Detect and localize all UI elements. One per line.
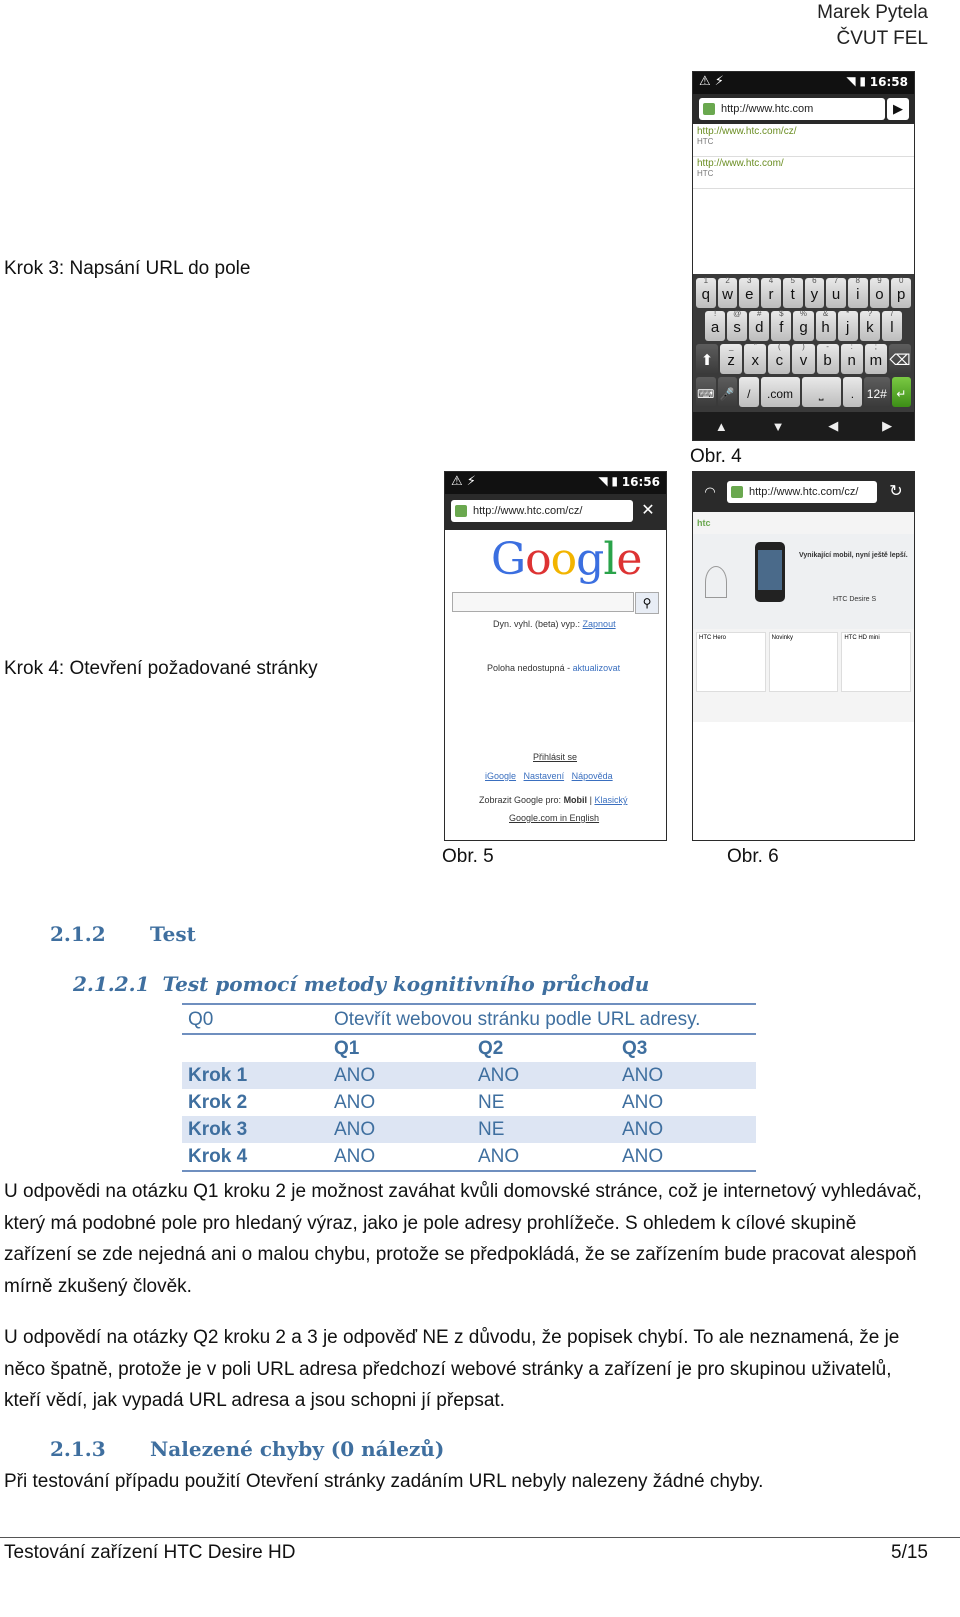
view-switch xyxy=(479,795,627,805)
nav-up-icon[interactable]: ▲ xyxy=(714,418,728,434)
key-h[interactable]: & h xyxy=(816,311,836,341)
suggestion-title: HTC xyxy=(697,137,714,146)
phone-image xyxy=(755,542,785,602)
english-link[interactable]: Google.com in English xyxy=(509,813,600,823)
go-arrow-icon[interactable]: ▶ xyxy=(887,98,909,120)
caption-step4: Krok 4: Otevření požadované stránky xyxy=(4,658,318,679)
close-icon[interactable]: ✕ xyxy=(637,500,659,522)
location-label: Poloha nedostupná - xyxy=(487,663,571,673)
key-n[interactable]: : n xyxy=(841,344,863,374)
suggestion-url: http://www.htc.com/ xyxy=(697,158,784,169)
key-g[interactable]: % g xyxy=(793,311,813,341)
caption-step3: Krok 3: Napsání URL do pole xyxy=(4,258,251,279)
table-cell: ANO xyxy=(328,1116,472,1143)
table-row-q0 xyxy=(182,1006,756,1034)
view-classic-link[interactable]: Klasický xyxy=(594,795,628,805)
url-input-value: http://www.htc.com/cz/ xyxy=(473,505,583,517)
warning-icon: ⚠ ⚡ xyxy=(451,474,476,489)
tile[interactable]: Novinky xyxy=(769,632,839,692)
url-bar xyxy=(693,94,914,124)
screenshot-obr4 xyxy=(692,71,915,441)
keyboard xyxy=(693,274,914,412)
view-mobile: Mobil xyxy=(563,795,588,805)
url-bar xyxy=(445,494,666,530)
htc-logo: htc xyxy=(697,518,711,528)
key-t[interactable]: 5 t xyxy=(783,278,803,308)
view-label: Zobrazit Google pro: xyxy=(479,795,562,805)
key-s[interactable]: @ s xyxy=(727,311,747,341)
location-status xyxy=(487,663,620,673)
key-e[interactable]: 3 e xyxy=(739,278,759,308)
table-cell: ANO xyxy=(334,1145,376,1167)
help-link[interactable]: Nápověda xyxy=(571,771,613,781)
table-cell: ANO xyxy=(472,1062,616,1089)
table-cell: ANO xyxy=(328,1062,472,1089)
cognitive-walkthrough-table xyxy=(182,1006,756,1172)
screenshot-obr5 xyxy=(444,471,667,841)
paragraph-2: U odpovědí na otázky Q2 kroku 2 a 3 je odpověď NE z důvodu, že popisek chybí. To ale neznamená, že je něco špatně, protože je v poli URL adresa předchozí webové stránky a zařízení je pro skupinou uživatelů, kteří vědí, jak vypadá URL adresa a jsou schopni jí přepsat. xyxy=(4,1327,900,1411)
q0-text: Otevřít webovou stránku podle URL adresy. xyxy=(334,1008,701,1030)
promo-text: Vynikající mobil, nyní ještě lepší. xyxy=(799,552,908,559)
row-header: Krok 4 xyxy=(188,1145,248,1167)
heading-2-1-2 xyxy=(50,922,196,946)
column-header: Q3 xyxy=(622,1037,648,1059)
row-header: Krok 1 xyxy=(182,1062,328,1089)
table-cell: ANO xyxy=(334,1091,376,1113)
table-row xyxy=(182,1062,756,1089)
key-dot[interactable]: . xyxy=(843,377,863,407)
key-u[interactable]: 7 u xyxy=(826,278,846,308)
heading-title: Test xyxy=(150,922,196,946)
key-y[interactable]: 6 y xyxy=(805,278,825,308)
key-v[interactable]: ) v xyxy=(792,344,814,374)
table-cell: ANO xyxy=(478,1145,520,1167)
key-p[interactable]: 0 p xyxy=(891,278,911,308)
heading-2-1-2-1 xyxy=(73,972,649,996)
key-j[interactable]: * j xyxy=(838,311,858,341)
heading-2-1-3 xyxy=(50,1437,445,1461)
q0-label: Q0 xyxy=(188,1008,214,1030)
screenshot-obr6 xyxy=(692,471,915,841)
suggestion-item[interactable] xyxy=(693,126,914,157)
url-input-value: http://www.htc.com/cz/ xyxy=(749,486,859,498)
heading-title: Nalezené chyby (0 nálezů) xyxy=(150,1437,445,1461)
table-row xyxy=(182,1143,756,1171)
suggestion-title: HTC xyxy=(697,169,714,178)
header-author: Marek Pytela xyxy=(817,2,928,23)
signal-icon: ◥ ▮ xyxy=(846,74,866,88)
key-f[interactable]: $ f xyxy=(771,311,791,341)
tile[interactable]: HTC HD mini xyxy=(841,632,911,692)
keyboard-icon[interactable]: ⌨ xyxy=(696,377,716,407)
page-number: 5/15 xyxy=(891,1542,928,1563)
shift-key-icon[interactable]: ⬆ xyxy=(696,344,718,374)
column-header: Q1 xyxy=(334,1037,360,1059)
url-bar xyxy=(693,472,914,512)
location-update-link[interactable]: aktualizovat xyxy=(572,663,621,673)
google-logo: Google xyxy=(491,534,642,585)
figure-label-5: Obr. 5 xyxy=(442,846,494,867)
table-cell: ANO xyxy=(616,1116,756,1143)
heading-number: 2.1.3 xyxy=(50,1437,106,1461)
key-a[interactable]: ! a xyxy=(705,311,725,341)
key-q[interactable]: 1 q xyxy=(696,278,716,308)
table-cell: NE xyxy=(472,1116,616,1143)
refresh-icon[interactable]: ↻ xyxy=(885,481,907,503)
product-name: HTC Desire S xyxy=(833,596,877,603)
key-d[interactable]: # d xyxy=(749,311,769,341)
row-header: Krok 2 xyxy=(188,1091,248,1113)
key-l[interactable]: / l xyxy=(882,311,902,341)
htc-page xyxy=(693,512,914,722)
instant-enable-link[interactable]: Zapnout xyxy=(582,619,616,629)
footer-title: Testování zařízení HTC Desire HD xyxy=(4,1542,296,1563)
search-input[interactable] xyxy=(452,592,634,612)
table-row xyxy=(182,1089,756,1116)
key-c[interactable]: ( c xyxy=(768,344,790,374)
column-header: Q2 xyxy=(478,1037,504,1059)
igoogle-link[interactable]: iGoogle xyxy=(485,771,517,781)
figure-label-4: Obr. 4 xyxy=(690,446,742,467)
space-key[interactable]: ⎵ xyxy=(802,377,841,407)
status-bar xyxy=(693,72,914,94)
nav-down-icon[interactable]: ▼ xyxy=(771,418,785,434)
enter-key-icon[interactable]: ↵ xyxy=(892,377,912,407)
favicon-icon xyxy=(703,103,715,115)
row-header: Krok 3 xyxy=(182,1116,328,1143)
signin-link[interactable]: Přihlásit se xyxy=(533,752,578,762)
key-x[interactable]: " x xyxy=(744,344,766,374)
key-m[interactable]: ; m xyxy=(865,344,887,374)
favicon-icon xyxy=(731,486,743,498)
key-b[interactable]: - b xyxy=(817,344,839,374)
trophy-icon xyxy=(705,566,727,598)
suggestion-url: http://www.htc.com/cz/ xyxy=(697,126,797,137)
table-cell: ANO xyxy=(616,1062,756,1089)
rss-icon[interactable]: ◠ xyxy=(699,481,721,503)
instant-label: Dyn. vyhl. (beta) vyp.: xyxy=(493,619,581,629)
key-r[interactable]: 4 r xyxy=(761,278,781,308)
nav-bar xyxy=(693,412,914,440)
suggestion-item[interactable] xyxy=(693,158,914,189)
favicon-icon xyxy=(455,505,467,517)
view-separator: | xyxy=(589,795,592,805)
key-k[interactable]: ? k xyxy=(860,311,880,341)
table-cell: ANO xyxy=(622,1145,664,1167)
search-icon[interactable]: ⚲ xyxy=(635,592,659,614)
url-input[interactable] xyxy=(727,481,877,503)
key-dotcom[interactable]: .com xyxy=(761,377,800,407)
key-z[interactable]: _ z xyxy=(720,344,742,374)
signal-icon: ◥ ▮ xyxy=(598,474,618,488)
tile[interactable]: HTC Hero xyxy=(696,632,766,692)
backspace-key-icon[interactable]: ⌫ xyxy=(889,344,911,374)
heading-number: 2.1.2.1 xyxy=(73,972,150,996)
figure-label-6: Obr. 6 xyxy=(727,846,779,867)
key-i[interactable]: 8 i xyxy=(848,278,868,308)
instant-setting xyxy=(493,619,616,629)
status-time: 16:58 xyxy=(869,75,908,89)
nav-left-icon[interactable]: ◀ xyxy=(828,418,839,433)
warning-icon: ⚠ ⚡ xyxy=(699,74,724,89)
status-bar xyxy=(445,472,666,494)
key-w[interactable]: 2 w xyxy=(718,278,738,308)
header-institution: ČVUT FEL xyxy=(836,28,928,49)
table-cell: NE xyxy=(478,1091,505,1113)
footer-links xyxy=(485,771,613,781)
table-row xyxy=(182,1116,756,1143)
microphone-icon[interactable]: 🎤 xyxy=(718,377,738,407)
tiles xyxy=(693,632,914,692)
url-input[interactable] xyxy=(451,500,633,522)
header xyxy=(817,0,928,52)
nav-right-icon[interactable]: ▶ xyxy=(882,418,893,433)
table-header-row xyxy=(182,1034,756,1062)
heading-title: Test pomocí metody kognitivního průchodu xyxy=(162,972,650,996)
status-time: 16:56 xyxy=(621,475,660,489)
url-input-value: http://www.htc.com xyxy=(721,103,814,115)
settings-link[interactable]: Nastavení xyxy=(523,771,565,781)
paragraph-1: U odpovědi na otázku Q1 kroku 2 je možnost zaváhat kvůli domovské stránce, což je internetový vyhledávač, který má podobné pole pro hledaný výraz, jako je pole adresy prohlížeče. S ohledem k cílové skupině zařízení se zde nejedná ani o malou chybu, protože se předpokládá, že se zařízením bude pracovat alespoň mírně zkušený člověk. xyxy=(4,1181,922,1297)
paragraph-3: Při testování případu použití Otevření stránky zadáním URL nebyly nalezeny žádné chyby. xyxy=(4,1471,764,1492)
table-cell: ANO xyxy=(622,1091,664,1113)
key-slash[interactable]: / xyxy=(739,377,759,407)
url-input[interactable] xyxy=(699,98,885,120)
key-o[interactable]: 9 o xyxy=(870,278,890,308)
symbols-key[interactable]: 12# xyxy=(864,377,889,407)
htc-hero-banner xyxy=(693,534,914,629)
heading-number: 2.1.2 xyxy=(50,922,106,946)
